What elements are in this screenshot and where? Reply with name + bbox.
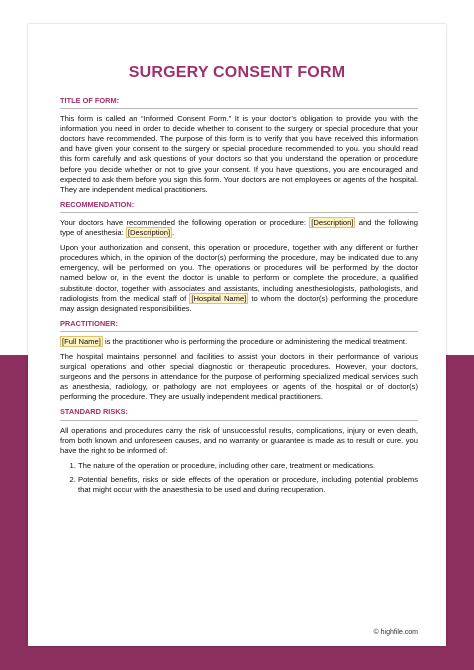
section-heading-standard-risks: STANDARD RISKS: — [60, 407, 418, 420]
document-page — [28, 24, 446, 646]
section-heading-recommendation: RECOMMENDATION: — [60, 200, 418, 213]
placeholder-anesthesia-description[interactable]: [Description] — [127, 228, 171, 238]
placeholder-full-name[interactable]: [Full Name] — [62, 336, 101, 346]
risks-list — [60, 461, 418, 495]
paragraph-recommendation-1 — [60, 218, 418, 238]
paragraph-recommendation-2 — [60, 243, 418, 314]
document-body — [60, 96, 418, 499]
list-item: 2. Potential benefits, risks or side effects of the operation or procedure, including potential problems that might occur with the anaesthesia to be used and during recuperation. — [78, 475, 418, 495]
text-run: is the practitioner who is performing the procedure or administering the medical treatment. — [102, 336, 408, 346]
list-item: 1. The nature of the operation or procedure, including other care, treatment or medications. — [78, 461, 418, 471]
section-heading-practitioner: PRACTITIONER: — [60, 319, 418, 332]
paragraph-standard-risks: All operations and procedures carry the risk of unsuccessful results, complications, injury or even death, from both known and unforeseen causes, and no warranty or guarantee is made as to result or cure. you have the right to be informed of: — [60, 425, 418, 455]
section-heading-title-of-form: TITLE OF FORM: — [60, 96, 418, 109]
page-title: SURGERY CONSENT FORM — [128, 64, 346, 81]
placeholder-procedure-description[interactable]: [Description] — [311, 217, 354, 227]
text-run: . — [172, 228, 175, 238]
paragraph-practitioner-2: The hospital maintains personnel and facilities to assist your doctors in their performance of various surgical operations and other special diagnostic or therapeutic procedures. However, your doctors, surgeons and the persons in attendance for the purpose of performing specialized medical services such as anesthesia, radiology, or pathology are not employees or agents of the hospital or of doctor(s) performing the procedure. They are usually independent medical practitioners. — [60, 351, 418, 402]
text-run: Your doctors have recommended the following operation or procedure: — [60, 217, 310, 227]
paragraph-title-of-form: This form is called an “Informed Consent Form.” It is your doctor’s obligation to provide you with the information you need in order to decide whether to consent to the surgery or special procedure that your doctors have recommended. The purpose of this form is to verify that you have received this information and have given your consent to the surgery or special procedure recommended to you. you should read this form carefully and ask questions of your doctors so that you understand the operation or procedure before you decide whether or not to give your consent. If you have questions, you are encouraged and expected to ask them before you sign this form. Your doctors are not employees or agents of the hospital. They are independent medical practitioners. — [60, 114, 418, 194]
footer-copyright: © highfile.com — [373, 629, 418, 636]
text-run: Upon your authorization and consent, this operation or procedure, together with any different or further procedures which, in the opinion of the doctor(s) performing the procedure, may be indicated due to any emergency, will be performed on you. The operations or procedures will be performed by the doctor named below or, in the event the doctor is unable to perform or complete the procedure, a qualified substitute doctor, together with associates and assistants, including anesthesiologists, pathologists, and radiologists from the medical staff of — [60, 243, 418, 303]
placeholder-hospital-name[interactable]: [Hospital Name] — [191, 293, 247, 303]
text-run: to whom the doctor(s) performing the procedure may assign designated responsibilities. — [60, 293, 419, 313]
text-run: and the following type of anesthesia: — [60, 217, 418, 238]
paragraph-practitioner-1 — [60, 337, 418, 347]
